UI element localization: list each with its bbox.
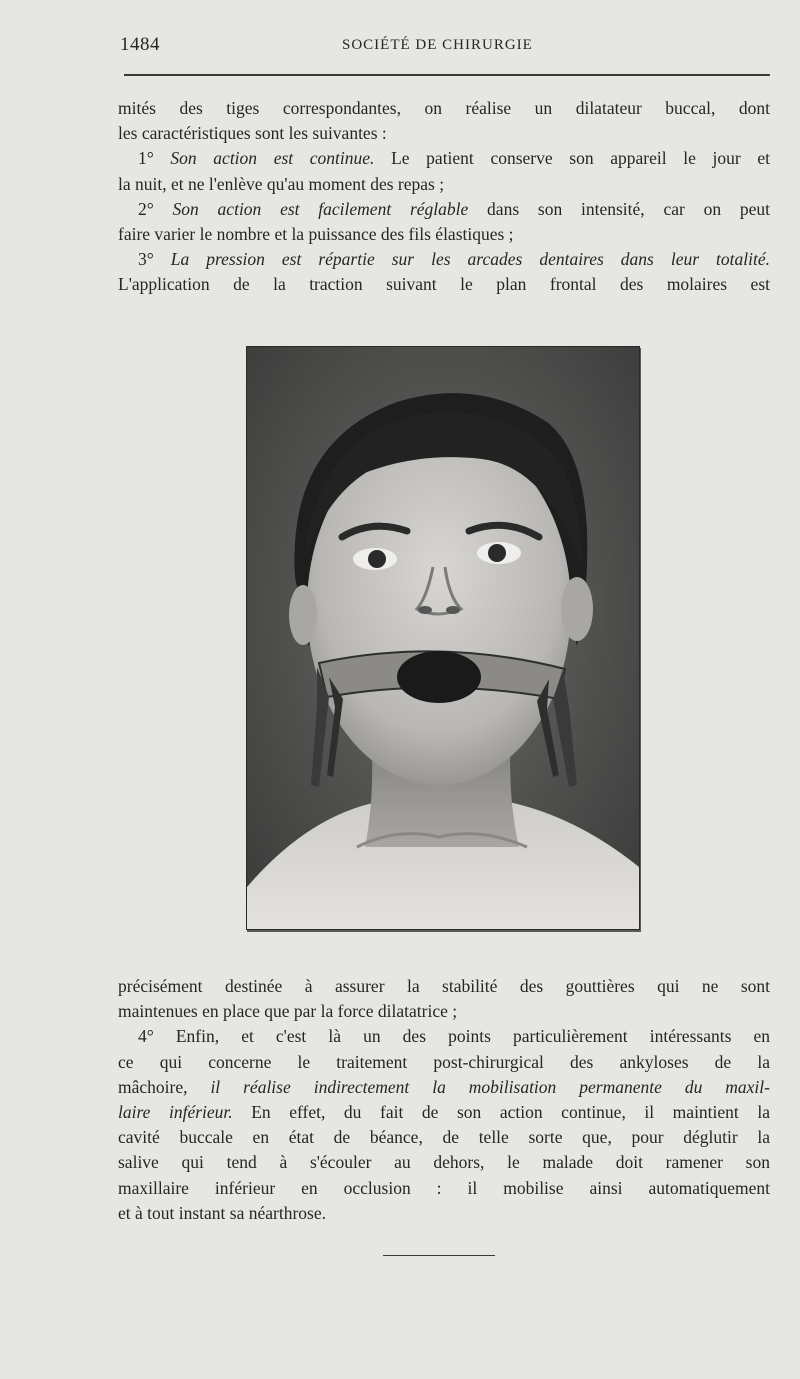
text-segment: mâchoire,: [118, 1076, 211, 1097]
text-line: mités des tiges correspondantes, on réalise un dilatateur buccal, dont: [118, 98, 770, 118]
list-number: 2°: [138, 198, 154, 219]
text-segment: dans son intensité, car on peut: [468, 198, 770, 219]
text-line: [118, 1100, 770, 1125]
body-text-top: [118, 96, 770, 298]
emphasis-text: Son action est facilement réglable: [172, 198, 469, 219]
list-number: 4°: [138, 1026, 154, 1047]
list-item-2: [118, 197, 770, 222]
text-segment: Le patient conserve son appareil le jour et: [374, 148, 770, 169]
emphasis-text: La pression est répartie sur les arcades dentaires dans leur totalité.: [170, 249, 771, 270]
text-line: salive qui tend à s'écouler au dehors, le malade doit ramener son: [118, 1152, 770, 1173]
list-number: 3°: [138, 249, 154, 270]
text-line: précisément destinée à assurer la stabilité des gouttières qui ne sont: [118, 976, 770, 996]
end-rule: [383, 1255, 495, 1256]
text-segment: En effet, du fait de son action continue, il maintient la: [232, 1102, 770, 1123]
text-line: L'application de la traction suivant le plan frontal des molaires est: [118, 274, 770, 295]
journal-title: SOCIÉTÉ DE CHIRURGIE: [342, 37, 533, 53]
list-item-1: [118, 146, 770, 171]
text-line: les caractéristiques sont les suivantes :: [118, 123, 387, 144]
photograph-illustration: [247, 347, 639, 929]
text-line: et à tout instant sa néarthrose.: [118, 1202, 326, 1223]
text-line: maxillaire inférieur en occlusion : il mobilise ainsi automatiquement: [118, 1177, 770, 1198]
emphasis-text: laire inférieur.: [118, 1102, 233, 1123]
text-line: faire varier le nombre et la puissance des fils élastiques ;: [118, 224, 514, 245]
page-number: 1484: [120, 34, 160, 55]
running-head: [120, 34, 770, 58]
text-line: ce qui concerne le traitement post-chirurgical des ankyloses de la: [118, 1051, 770, 1072]
text-line: [118, 1075, 770, 1100]
emphasis-text: Son action est continue.: [170, 148, 375, 169]
text-line: maintenues en place que par la force dilatatrice ;: [118, 1001, 458, 1022]
patient-photograph: [246, 346, 640, 930]
list-item-3: [118, 247, 770, 272]
body-text-bottom: [118, 974, 770, 1226]
emphasis-text: il réalise indirectement la mobilisation permanente du maxil-: [210, 1076, 770, 1097]
text-line: cavité buccale en état de béance, de telle sorte que, pour déglutir la: [118, 1127, 770, 1148]
list-item-4: [118, 1024, 770, 1049]
header-rule: [124, 74, 770, 76]
list-number: 1°: [138, 148, 154, 169]
text-segment: Enfin, et c'est là un des points particulièrement intéressants en: [175, 1026, 770, 1047]
text-line: la nuit, et ne l'enlève qu'au moment des repas ;: [118, 173, 445, 194]
